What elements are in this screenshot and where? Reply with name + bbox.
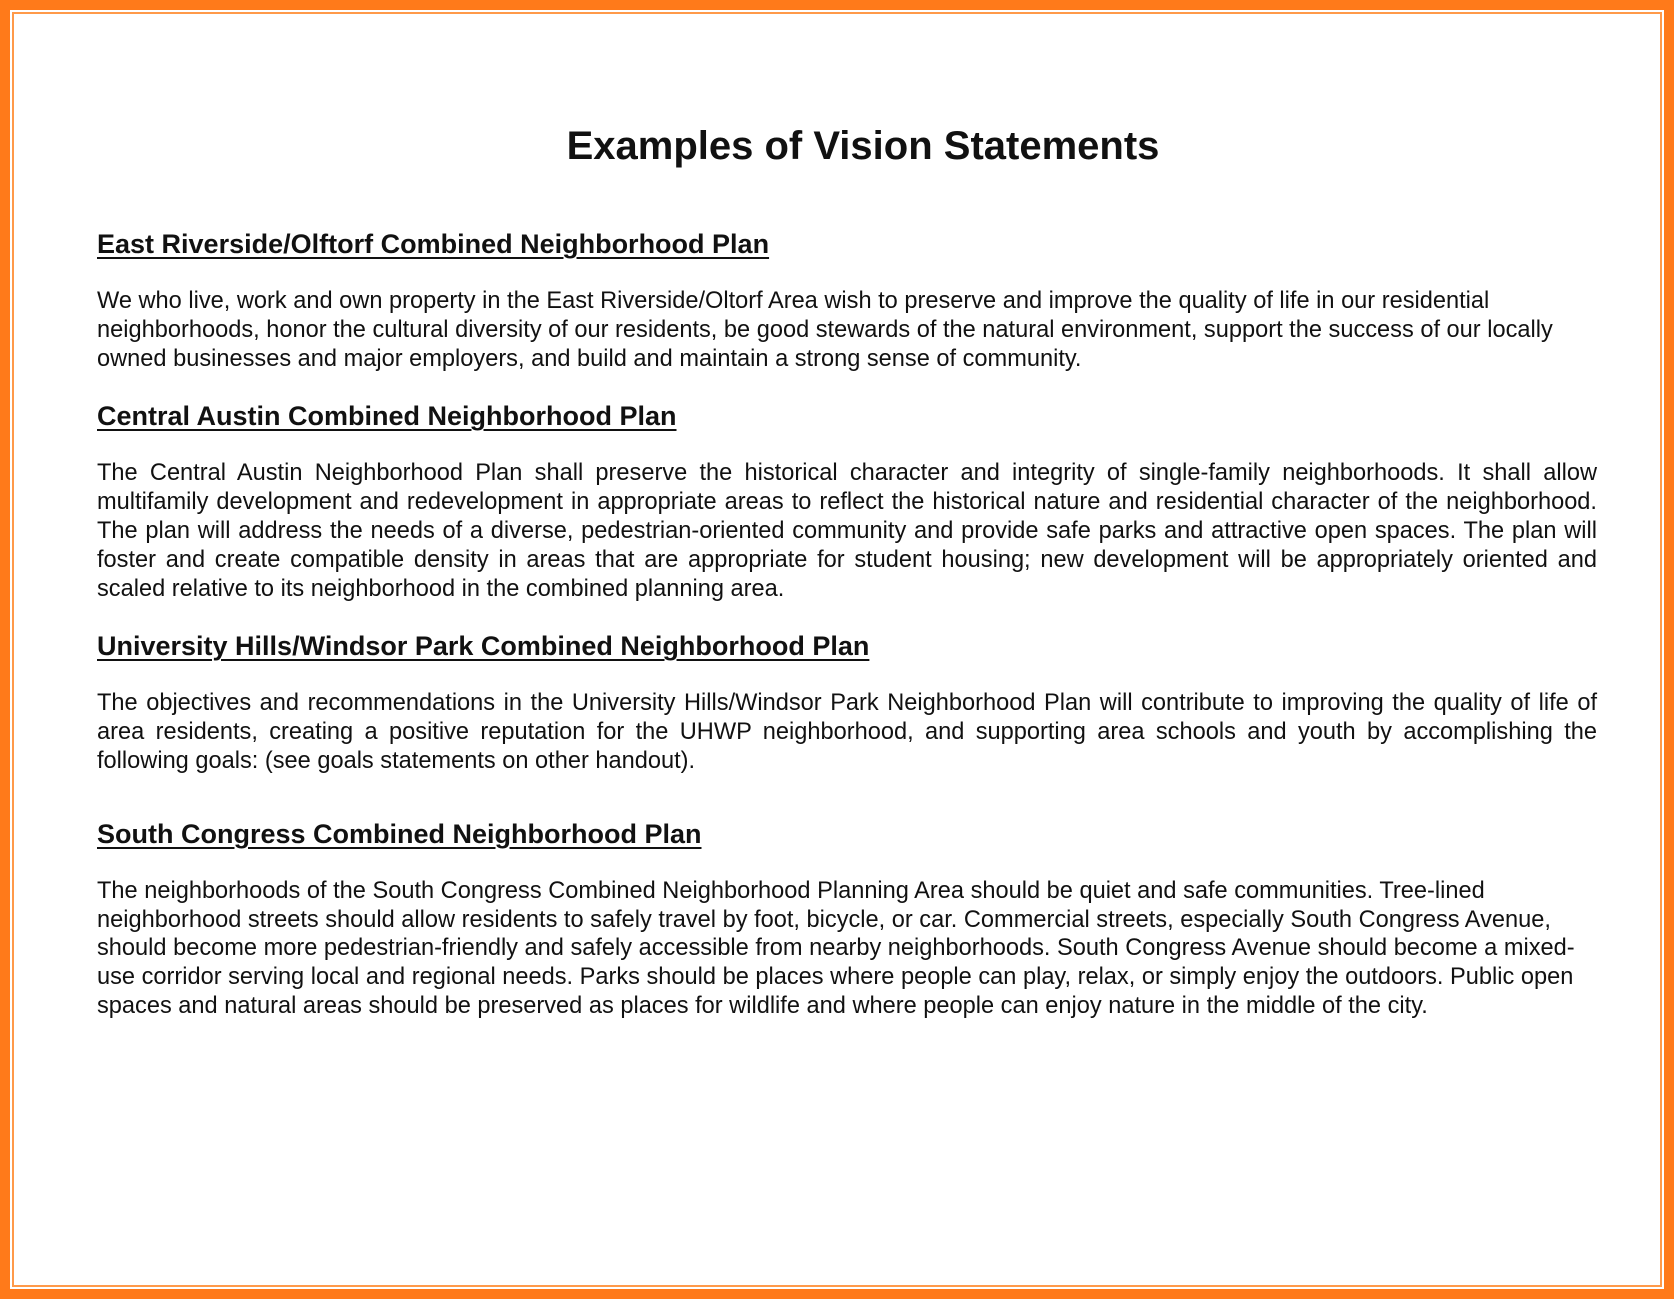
section-south-congress [97, 817, 1597, 1021]
section-university-hills [97, 629, 1597, 775]
section-body: We who live, work and own property in the East Riverside/Oltorf Area wish to preserve and improve the quality of life in our residential neighborhoods, honor the cultural diversity of our residents, be good stewards of the natural environment, support the success of our locally owned businesses and major employers, and build and maintain a strong sense of community. [97, 288, 1553, 372]
section-heading: University Hills/Windsor Park Combined Neighborhood Plan [97, 631, 870, 662]
section-body: The neighborhoods of the South Congress Combined Neighborhood Planning Area should be quiet and safe communities. Tree-lined neighborhood streets should allow residents to safely travel by foot, bicycle, or car. Commercial streets, especially South Congress Avenue, should become more pedestrian-friendly and safely accessible from nearby neighborhoods. South Congress Avenue should become a mixed-use corridor serving local and regional needs. Parks should be places where people can play, relax, or simply enjoy the outdoors. Public open spaces and natural areas should be preserved as places for wildlife and where people can enjoy nature in the middle of the city. [97, 877, 1575, 1019]
section-body: The objectives and recommendations in the University Hills/Windsor Park Neighborhood Plan will contribute to improving the quality of life of area residents, creating a positive reputation for the UHWP neighborhood, and supporting area schools and youth by accomplishing the following goals: (see goals statements on other handout). [97, 690, 1597, 774]
document-title: Examples of Vision Statements [566, 124, 1160, 168]
section-central-austin [97, 399, 1597, 603]
section-heading: South Congress Combined Neighborhood Plan [97, 818, 702, 849]
section-east-riverside [97, 227, 1597, 373]
section-body: The Central Austin Neighborhood Plan shall preserve the historical character and integrity of single-family neighborhoods. It shall allow multifamily development and redevelopment in appropriate areas to reflect the historical nature and residential character of the neighborhood. The plan will address the needs of a diverse, pedestrian-oriented community and provide safe parks and attractive open spaces. The plan will foster and create compatible density in areas that are appropriate for student housing; new development will be appropriately oriented and scaled relative to its neighborhood in the combined planning area. [97, 460, 1597, 602]
section-heading: East Riverside/Olftorf Combined Neighborhood Plan [97, 229, 770, 259]
section-heading: Central Austin Combined Neighborhood Plan [97, 401, 677, 432]
document-page [97, 106, 1597, 1021]
